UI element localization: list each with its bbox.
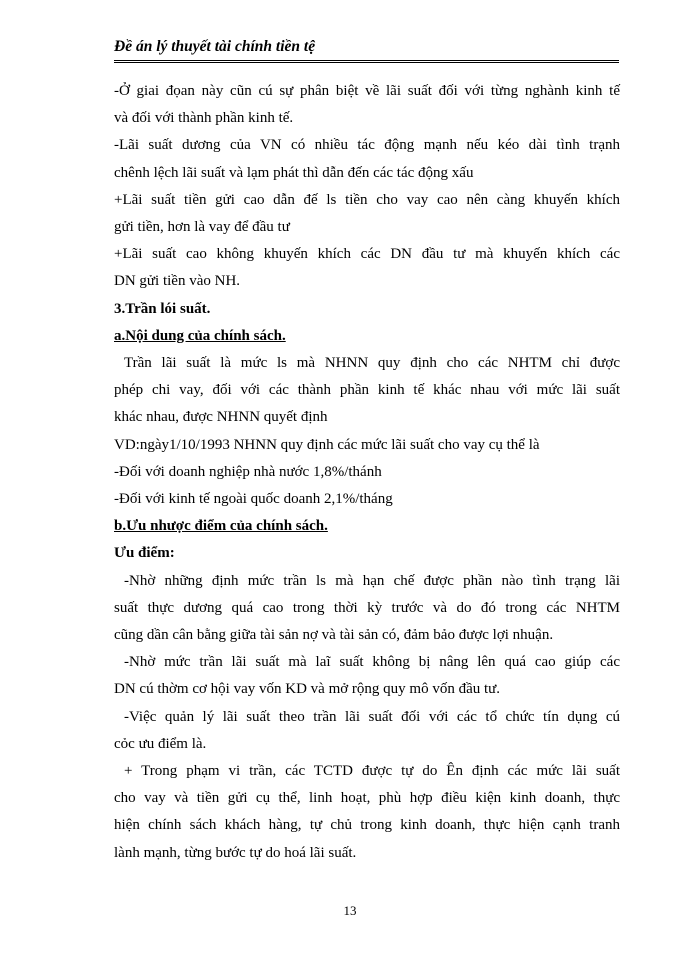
paragraph-1: -Ở giai đọan này cũn cú sự phân biệt về lãi suất đối với từng nghành kinh tế và đối với thành phần kinh tế. <box>114 83 620 127</box>
page-number: 13 <box>343 903 357 918</box>
paragraph-4: +Lãi suất cao không khuyến khích các DN đầu tư mà khuyến khích các DN gửi tiền vào NH. <box>114 246 620 290</box>
page-footer <box>0 903 700 919</box>
page-body <box>114 78 620 867</box>
paragraph-12: + Trong phạm vi trần, các TCTD được tự do Ên định các mức lãi suất cho vay và tiền gửi cụ thể, linh hoạt, phù hợp điều kiện kinh doanh, thực hiện chính sách khách hàng, tự chủ trong kinh doanh, thực hiện cạnh tranh lành mạnh, từng bước tự do hoá lãi suất. <box>114 763 620 861</box>
subsection-heading-b: b.Ưu nhược điểm của chính sách. <box>114 518 328 535</box>
paragraph-8: -Đối với kinh tế ngoài quốc doanh 2,1%/tháng <box>114 491 393 508</box>
advantages-heading: Ưu điểm: <box>114 545 175 562</box>
paragraph-2: -Lãi suất dương của VN có nhiều tác động mạnh nếu kéo dài tình trạnh chênh lệch lãi suất và lạm phát thì dẫn đến các tác động xấu <box>114 137 620 181</box>
paragraph-11: -Việc quản lý lãi suất theo trần lãi suất đối với các tổ chức tín dụng cú cỏc ưu điểm là. <box>114 708 620 752</box>
subsection-heading-a: a.Nội dung của chính sách. <box>114 327 286 344</box>
page-header <box>114 36 619 63</box>
paragraph-9: -Nhờ những định mức trần ls mà hạn chế được phần nào tình trạng lãi suất thực dương quá cao trong thời kỳ trước và do đó trong các NHTM cũng dần cân bằng giữa tài sản nợ và tài sản có, đảm bảo được lợi nhuận. <box>114 572 620 644</box>
section-heading-3: 3.Trần lói suất. <box>114 300 211 317</box>
paragraph-3: +Lãi suất tiền gửi cao dẫn đế ls tiền cho vay cao nên càng khuyến khích gửi tiền, hơn là vay để đầu tư <box>114 191 620 236</box>
header-title: Đề án lý thuyết tài chính tiền tệ <box>114 38 316 55</box>
paragraph-6: VD:ngày1/10/1993 NHNN quy định các mức lãi suất cho vay cụ thể là <box>114 436 540 453</box>
paragraph-7: -Đối với doanh nghiệp nhà nước 1,8%/thánh <box>114 463 382 480</box>
paragraph-5: Trần lãi suất là mức ls mà NHNN quy định cho các NHTM chỉ được phép chi vay, đối với các thành phần kinh tế khác nhau với mức lãi suất khác nhau, được NHNN quyết định <box>114 355 620 426</box>
paragraph-10: -Nhờ mức trần lãi suất mà laĩ suất không bị nâng lên quá cao giúp các DN cú thờm cơ hội vay vốn KD và mở rộng quy mô vốn đầu tư. <box>114 654 620 698</box>
